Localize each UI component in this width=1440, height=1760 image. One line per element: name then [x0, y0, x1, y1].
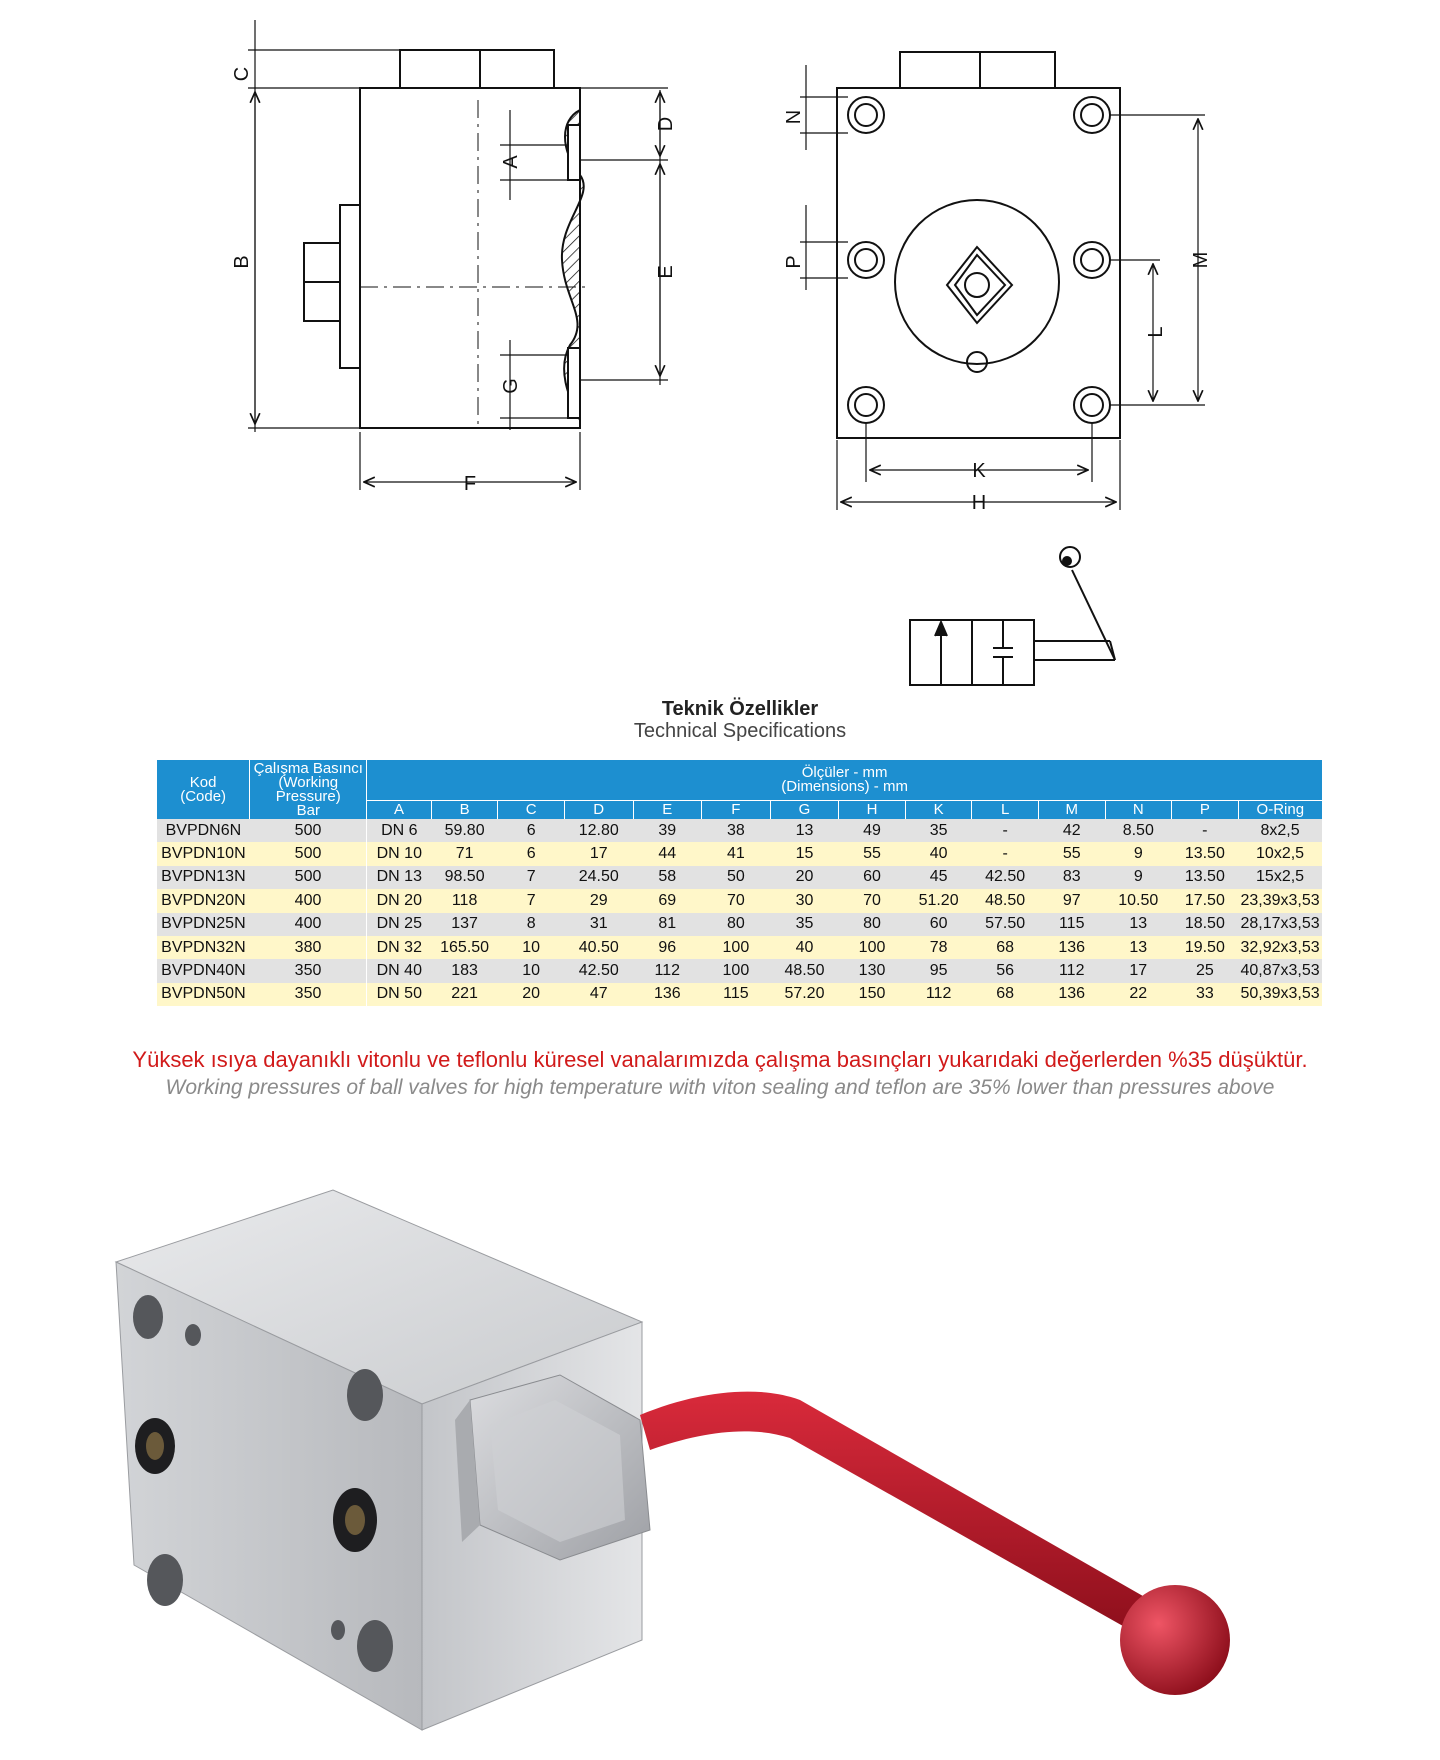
header-pressure-en: (Working Pressure) [275, 773, 341, 805]
table-cell: DN 50 [367, 983, 432, 1006]
table-cell: 59.80 [431, 819, 498, 842]
col-header-e: E [633, 801, 702, 820]
header-dimensions [367, 760, 1322, 801]
valve-symbol [910, 547, 1115, 685]
col-header-oring: O-Ring [1238, 801, 1322, 820]
table-cell: - [1172, 819, 1239, 842]
table-cell: 221 [431, 983, 498, 1006]
front-view [837, 52, 1120, 438]
table-cell: 400 [250, 889, 367, 912]
table-cell: 48.50 [770, 959, 839, 982]
dim-label-e: E [655, 265, 677, 279]
table-cell: 20 [498, 983, 565, 1006]
table-cell: 31 [564, 913, 633, 936]
table-cell: 115 [702, 983, 771, 1006]
table-cell: 33 [1172, 983, 1239, 1006]
table-cell: BVPDN10N [157, 842, 250, 865]
table-row [157, 889, 1322, 912]
table-cell: 100 [839, 936, 906, 959]
table-cell: 98.50 [431, 866, 498, 889]
table-cell: 9 [1105, 866, 1172, 889]
table-cell: 13 [770, 819, 839, 842]
table-cell: 137 [431, 913, 498, 936]
table-cell: 80 [839, 913, 906, 936]
table-cell: BVPDN50N [157, 983, 250, 1006]
table-cell: 500 [250, 819, 367, 842]
table-cell: - [972, 819, 1039, 842]
table-cell: 68 [972, 936, 1039, 959]
table-cell: 78 [905, 936, 972, 959]
table-cell: 13 [1105, 913, 1172, 936]
table-cell: 35 [905, 819, 972, 842]
table-cell: BVPDN25N [157, 913, 250, 936]
dim-label-g: G [500, 378, 522, 394]
table-cell: 136 [1038, 936, 1105, 959]
table-cell: 97 [1038, 889, 1105, 912]
table-cell: 22 [1105, 983, 1172, 1006]
table-cell: 100 [702, 936, 771, 959]
table-cell: 183 [431, 959, 498, 982]
table-cell: 500 [250, 866, 367, 889]
table-cell: 32,92x3,53 [1238, 936, 1322, 959]
table-row [157, 959, 1322, 982]
side-view [304, 50, 590, 430]
table-cell: 70 [839, 889, 906, 912]
table-cell: 42 [1038, 819, 1105, 842]
table-cell: 15 [770, 842, 839, 865]
table-cell: 42.50 [564, 959, 633, 982]
table-cell: 55 [839, 842, 906, 865]
table-cell: DN 25 [367, 913, 432, 936]
notes [0, 1046, 1440, 1102]
table-cell: 80 [702, 913, 771, 936]
table-cell: 41 [702, 842, 771, 865]
table-cell: 10.50 [1105, 889, 1172, 912]
table-cell: 7 [498, 889, 565, 912]
note-tr: Yüksek ısıya dayanıklı vitonlu ve teflonlu küresel vanalarımızda çalışma basınçları yukarıdaki değerlerden %35 düşüktür. [132, 1047, 1308, 1072]
table-row [157, 842, 1322, 865]
table-cell: BVPDN40N [157, 959, 250, 982]
table-cell: 47 [564, 983, 633, 1006]
dim-label-d: D [655, 116, 677, 132]
table-cell: 56 [972, 959, 1039, 982]
col-header-d: D [564, 801, 633, 820]
table-cell: 8.50 [1105, 819, 1172, 842]
table-cell: 10 [498, 959, 565, 982]
table-cell: 13.50 [1172, 866, 1239, 889]
table-cell: 42.50 [972, 866, 1039, 889]
table-cell: 68 [972, 983, 1039, 1006]
technical-drawing [0, 0, 1440, 700]
col-header-h: H [839, 801, 906, 820]
dim-label-c: C [231, 66, 253, 82]
table-cell: DN 20 [367, 889, 432, 912]
table-cell: 49 [839, 819, 906, 842]
table-cell: 25 [1172, 959, 1239, 982]
table-cell: 40 [770, 936, 839, 959]
dim-label-p: P [783, 255, 805, 269]
table-cell: 71 [431, 842, 498, 865]
table-cell: 115 [1038, 913, 1105, 936]
table-cell: 28,17x3,53 [1238, 913, 1322, 936]
table-cell: 17 [564, 842, 633, 865]
table-cell: 13.50 [1172, 842, 1239, 865]
red-handle [640, 1392, 1230, 1695]
table-cell: 40 [905, 842, 972, 865]
table-cell: 70 [702, 889, 771, 912]
table-cell: 40.50 [564, 936, 633, 959]
table-cell: 81 [633, 913, 702, 936]
dim-label-l: L [1145, 326, 1167, 338]
table-cell: 35 [770, 913, 839, 936]
spec-title-en: Technical Specifications [633, 720, 847, 742]
dim-label-h: H [971, 492, 987, 514]
table-cell: 400 [250, 913, 367, 936]
spec-title-tr: Teknik Özellikler [661, 698, 819, 720]
table-row [157, 983, 1322, 1006]
col-header-g: G [770, 801, 839, 820]
table-cell: 19.50 [1172, 936, 1239, 959]
table-cell: BVPDN13N [157, 866, 250, 889]
table-cell: 136 [1038, 983, 1105, 1006]
table-cell: 20 [770, 866, 839, 889]
table-cell: DN 10 [367, 842, 432, 865]
table-cell: 58 [633, 866, 702, 889]
table-cell: 112 [1038, 959, 1105, 982]
table-cell: 350 [250, 983, 367, 1006]
header-code-en: (Code) [180, 787, 227, 805]
table-row [157, 913, 1322, 936]
col-header-l: L [972, 801, 1039, 820]
dim-label-f: F [463, 473, 477, 495]
header-pressure-unit: Bar [296, 801, 320, 819]
table-cell: 57.50 [972, 913, 1039, 936]
table-row [157, 819, 1322, 842]
header-dims-en: (Dimensions) - mm [781, 778, 908, 795]
table-cell: 60 [839, 866, 906, 889]
table-cell: 500 [250, 842, 367, 865]
col-header-n: N [1105, 801, 1172, 820]
table-cell: DN 6 [367, 819, 432, 842]
table-row [157, 936, 1322, 959]
spec-table [157, 760, 1322, 1006]
table-cell: 8 [498, 913, 565, 936]
table-cell: 6 [498, 819, 565, 842]
table-cell: - [972, 842, 1039, 865]
header-dims-tr: Ölçüler - mm [801, 764, 888, 781]
table-cell: 112 [905, 983, 972, 1006]
table-cell: 95 [905, 959, 972, 982]
table-cell: 44 [633, 842, 702, 865]
table-cell: 83 [1038, 866, 1105, 889]
table-cell: 23,39x3,53 [1238, 889, 1322, 912]
table-cell: DN 40 [367, 959, 432, 982]
dim-label-n: N [783, 109, 805, 125]
table-cell: 7 [498, 866, 565, 889]
table-header-row [157, 760, 1322, 801]
table-cell: 39 [633, 819, 702, 842]
table-cell: 40,87x3,53 [1238, 959, 1322, 982]
col-header-c: C [498, 801, 565, 820]
col-header-a: A [367, 801, 432, 820]
col-header-m: M [1038, 801, 1105, 820]
table-cell: 69 [633, 889, 702, 912]
table-cell: 30 [770, 889, 839, 912]
table-cell: 9 [1105, 842, 1172, 865]
table-cell: 17.50 [1172, 889, 1239, 912]
table-cell: 150 [839, 983, 906, 1006]
dim-label-k: K [972, 460, 986, 482]
dim-label-b: B [231, 255, 253, 269]
product-illustration [0, 1170, 1440, 1760]
note-en: Working pressures of ball valves for high temperature with viton sealing and teflon are 35% lower than pressures above [165, 1076, 1275, 1099]
table-cell: 118 [431, 889, 498, 912]
table-cell: 55 [1038, 842, 1105, 865]
table-cell: 13 [1105, 936, 1172, 959]
table-cell: 6 [498, 842, 565, 865]
table-cell: 57.20 [770, 983, 839, 1006]
table-cell: 50,39x3,53 [1238, 983, 1322, 1006]
table-cell: 100 [702, 959, 771, 982]
table-cell: 29 [564, 889, 633, 912]
header-code [157, 760, 250, 819]
table-body [157, 819, 1322, 1006]
table-cell: 45 [905, 866, 972, 889]
table-cell: 350 [250, 959, 367, 982]
table-cell: 112 [633, 959, 702, 982]
table-cell: 24.50 [564, 866, 633, 889]
header-pressure-tr: Çalışma Basıncı [253, 759, 363, 777]
dim-label-m: M [1190, 251, 1212, 269]
header-pressure [250, 760, 367, 819]
table-cell: 12.80 [564, 819, 633, 842]
table-cell: 10 [498, 936, 565, 959]
table-cell: 8x2,5 [1238, 819, 1322, 842]
table-cell: BVPDN6N [157, 819, 250, 842]
table-cell: 380 [250, 936, 367, 959]
table-cell: BVPDN20N [157, 889, 250, 912]
table-cell: 60 [905, 913, 972, 936]
table-cell: 48.50 [972, 889, 1039, 912]
table-cell: 18.50 [1172, 913, 1239, 936]
table-cell: DN 13 [367, 866, 432, 889]
table-cell: 50 [702, 866, 771, 889]
table-cell: 10x2,5 [1238, 842, 1322, 865]
bolt-holes [848, 97, 1110, 423]
table-cell: 136 [633, 983, 702, 1006]
spec-title [0, 698, 1440, 742]
table-cell: 17 [1105, 959, 1172, 982]
col-header-f: F [702, 801, 771, 820]
dim-label-a: A [500, 155, 522, 169]
table-cell: 15x2,5 [1238, 866, 1322, 889]
table-cell: 165.50 [431, 936, 498, 959]
table-cell: DN 32 [367, 936, 432, 959]
table-cell: 96 [633, 936, 702, 959]
header-code-tr: Kod [189, 773, 217, 791]
col-header-p: P [1172, 801, 1239, 820]
table-cell: 51.20 [905, 889, 972, 912]
table-cell: BVPDN32N [157, 936, 250, 959]
table-row [157, 866, 1322, 889]
table-cell: 38 [702, 819, 771, 842]
col-header-b: B [431, 801, 498, 820]
side-view-dimensions [248, 20, 668, 490]
col-header-k: K [905, 801, 972, 820]
table-cell: 130 [839, 959, 906, 982]
